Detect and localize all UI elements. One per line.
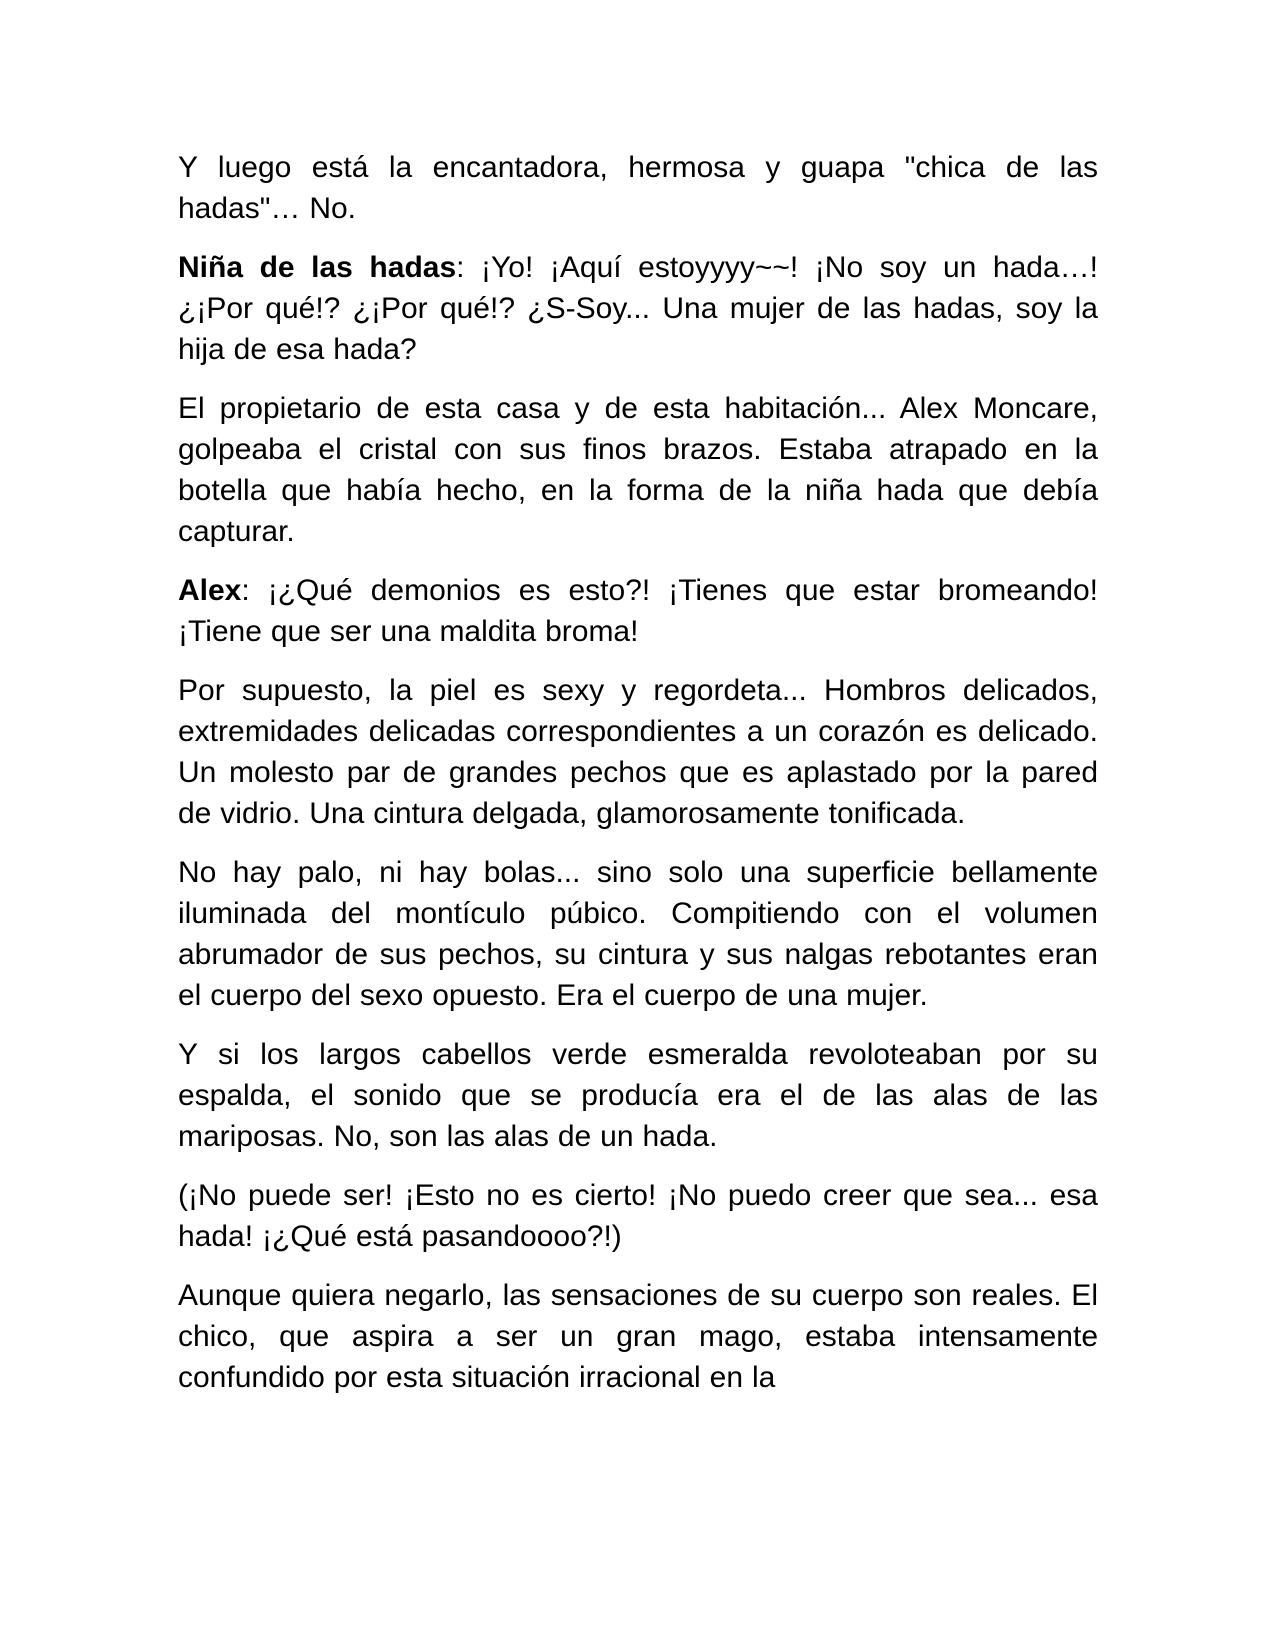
- text-run: No hay palo, ni hay bolas... sino solo una superficie bellamente iluminada del montículo púbico. Compitiendo con el volumen abrumador de sus pechos, su cintura y sus nalgas rebotantes eran el cuerpo del sexo opuesto. Era el cuerpo de una mujer.: [178, 856, 1098, 1012]
- text-run: Por supuesto, la piel es sexy y regordeta... Hombros delicados, extremidades delicadas correspondientes a un corazón es delicado. Un molesto par de grandes pechos que es aplastado por la pared de vidrio. Una cintura delgada, glamorosamente tonificada.: [178, 674, 1098, 830]
- paragraph: [178, 1275, 1098, 1398]
- speaker-name-run: Alex: [178, 574, 242, 607]
- text-body: [178, 147, 1098, 1398]
- text-run: Y si los largos cabellos verde esmeralda revoloteaban por su espalda, el sonido que se producía era el de las alas de las mariposas. No, son las alas de un hada.: [178, 1038, 1098, 1153]
- paragraph: [178, 147, 1098, 229]
- paragraph: [178, 670, 1098, 834]
- paragraph: [178, 570, 1098, 652]
- text-run: Aunque quiera negarlo, las sensaciones de su cuerpo son reales. El chico, que aspira a ser un gran mago, estaba intensamente confundido por esta situación irracional en la: [178, 1279, 1098, 1394]
- text-run: Y luego está la encantadora, hermosa y guapa "chica de las hadas"… No.: [178, 151, 1098, 225]
- paragraph: [178, 1034, 1098, 1157]
- text-run: : ¡¿Qué demonios es esto?! ¡Tienes que estar bromeando! ¡Tiene que ser una maldita broma!: [178, 574, 1098, 648]
- paragraph: [178, 388, 1098, 552]
- text-run: : ¡Yo! ¡Aquí estoyyyy~~! ¡No soy un hada…! ¿¡Por qué!? ¿¡Por qué!? ¿S-Soy... Una mujer de las hadas, soy la hija de esa hada?: [178, 251, 1098, 366]
- paragraph: [178, 852, 1098, 1016]
- text-run: El propietario de esta casa y de esta habitación... Alex Moncare, golpeaba el cristal con sus finos brazos. Estaba atrapado en la botella que había hecho, en la forma de la niña hada que debía capturar.: [178, 392, 1098, 548]
- paragraph: [178, 1175, 1098, 1257]
- paragraph: [178, 247, 1098, 370]
- text-run: (¡No puede ser! ¡Esto no es cierto! ¡No puedo creer que sea... esa hada! ¡¿Qué está pasandoooo?!): [178, 1179, 1098, 1253]
- speaker-name-run: Niña de las hadas: [178, 251, 457, 284]
